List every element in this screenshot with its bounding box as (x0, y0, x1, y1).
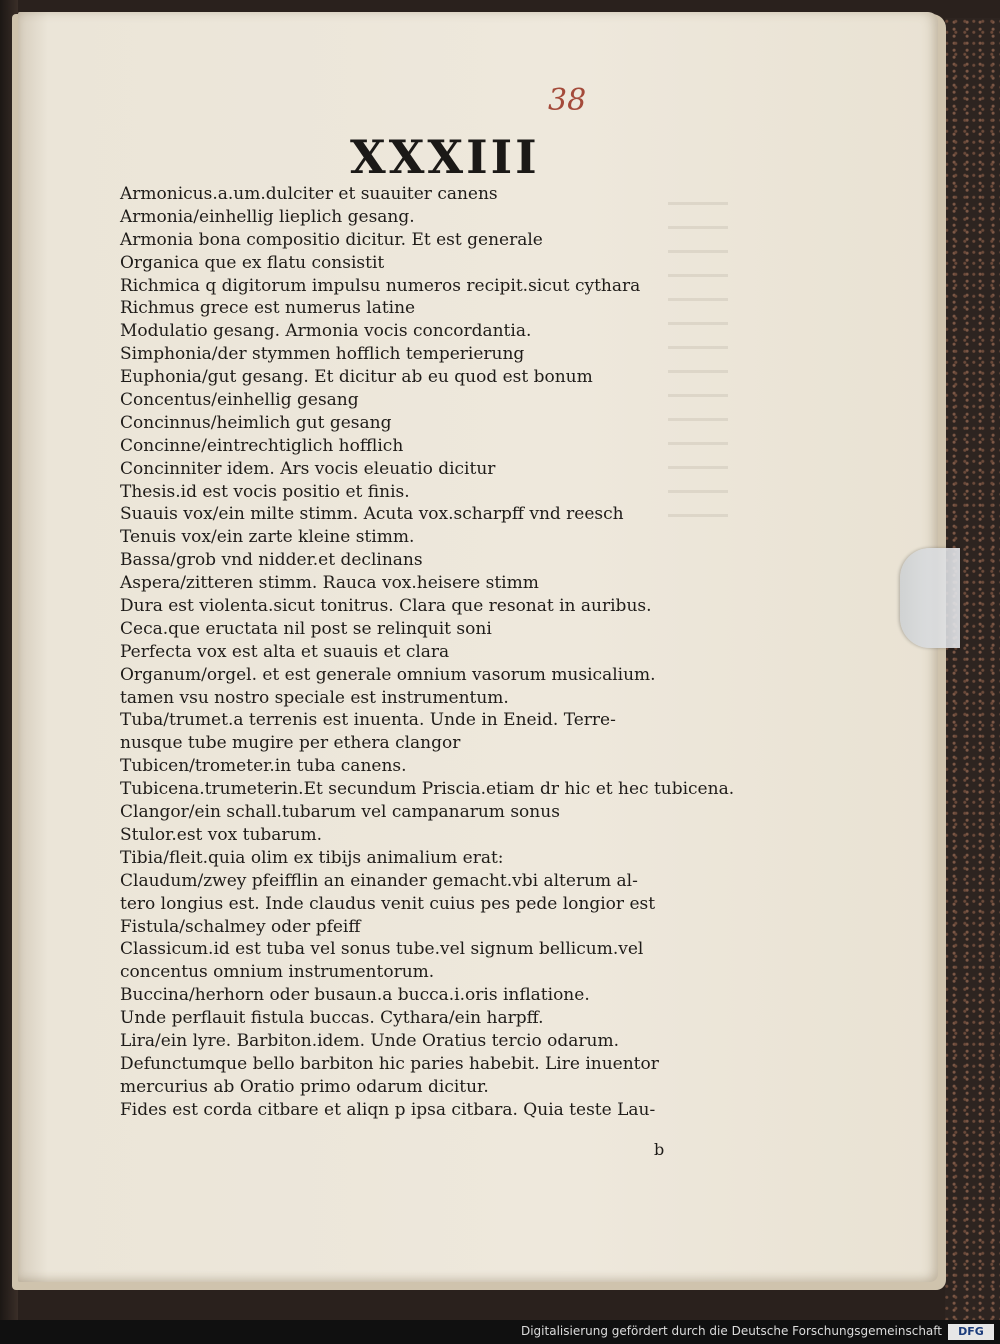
text-line: Simphonia/der stymmen hofflich temperierung (120, 344, 525, 365)
text-line: Euphonia/gut gesang. Et dicitur ab eu quod est bonum (120, 367, 593, 388)
text-line: Modulatio gesang. Armonia vocis concordantia. (120, 321, 532, 342)
dfg-logo: DFG (948, 1324, 994, 1340)
right-binding-board (945, 18, 1000, 1320)
text-line: mercurius ab Oratio primo odarum dicitur. (120, 1076, 489, 1097)
text-line: Richmus grece est numerus latine (120, 298, 416, 319)
text-line: Classicum.id est tuba vel sonus tube.vel signum bellicum.vel (120, 939, 644, 960)
text-line: Concentus/einhellig gesang (120, 390, 359, 411)
text-line: Armonicus.a.um.dulciter et suauiter canens (120, 184, 498, 204)
text-line: Stulor.est vox tubarum. (120, 824, 323, 845)
text-line: Tuba/trumet.a terrenis est inuenta. Unde in Eneid. Terre- (120, 710, 616, 731)
text-line: Claudum/zwey pfeifflin an einander gemacht.vbi alterum al- (120, 870, 638, 891)
text-line: Concinnus/heimlich gut gesang (120, 412, 392, 433)
text-line: Fistula/schalmey oder pfeiff (120, 916, 361, 937)
text-line: Armonia/einhellig lieplich gesang. (120, 206, 415, 227)
text-line: Concinne/eintrechtiglich hofflich (120, 435, 404, 456)
text-line: Defunctumque bello barbiton hic paries habebit. Lire inuentor (120, 1053, 659, 1074)
text-line: Unde perflauit fistula buccas. Cythara/ein harpff. (120, 1008, 544, 1029)
text-line: Organica que ex flatu consistit (120, 252, 385, 273)
text-line: Tibia/fleit.quia olim ex tibijs animalium erat: (120, 847, 504, 868)
text-line: Ceca.que eructata nil post se relinquit soni (120, 618, 492, 639)
printed-text-block (120, 183, 735, 1122)
text-line: concentus omnium instrumentorum. (120, 962, 435, 983)
text-line: tero longius est. Inde claudus venit cuius pes pede longior est (120, 893, 656, 914)
text-line: Bassa/grob vnd nidder.et declinans (120, 550, 423, 571)
text-line: tamen vsu nostro speciale est instrumentum. (120, 687, 509, 708)
text-line: Armonia bona compositio dicitur. Et est generale (120, 229, 543, 250)
page-heading-roman-numeral: XXXIII (350, 130, 540, 184)
text-line: Suauis vox/ein milte stimm. Acuta vox.scharpff vnd reesch (120, 504, 624, 525)
text-line: Buccina/herhorn oder busaun.a bucca.i.oris inflatione. (120, 985, 590, 1006)
text-line: Richmica q digitorum impulsu numeros recipit.sicut cythara (120, 275, 641, 296)
handwritten-folio-number: 38 (548, 83, 587, 118)
text-line: Lira/ein lyre. Barbiton.idem. Unde Oratius tercio odarum. (120, 1030, 620, 1051)
text-line: Tenuis vox/ein zarte kleine stimm. (120, 527, 415, 548)
text-line: Tubicen/trometer.in tuba canens. (120, 756, 407, 777)
text-line: Perfecta vox est alta et suauis et clara (120, 641, 450, 662)
digitization-credit: Digitalisierung gefördert durch die Deutsche Forschungsgemeinschaft (520, 1324, 942, 1338)
text-line: Aspera/zitteren stimm. Rauca vox.heisere stimm (120, 573, 539, 594)
text-line: Tubicena.trumeterin.Et secundum Priscia.etiam dr hic et hec tubicena. (120, 779, 735, 800)
text-line: Fides est corda citbare et aliqn p ipsa citbara. Quia teste Lau- (120, 1099, 656, 1120)
text-line: Thesis.id est vocis positio et finis. (120, 481, 410, 502)
signature-mark: b (654, 1140, 665, 1159)
text-line: nusque tube mugire per ethera clangor (120, 733, 461, 754)
text-line: Dura est violenta.sicut tonitrus. Clara que resonat in auribus. (120, 596, 652, 617)
text-line: Clangor/ein schall.tubarum vel campanarum sonus (120, 802, 560, 823)
page-clamp (900, 548, 960, 648)
text-line: Organum/orgel. et est generale omnium vasorum musicalium. (120, 664, 656, 685)
text-line: Concinniter idem. Ars vocis eleuatio dicitur (120, 458, 496, 479)
